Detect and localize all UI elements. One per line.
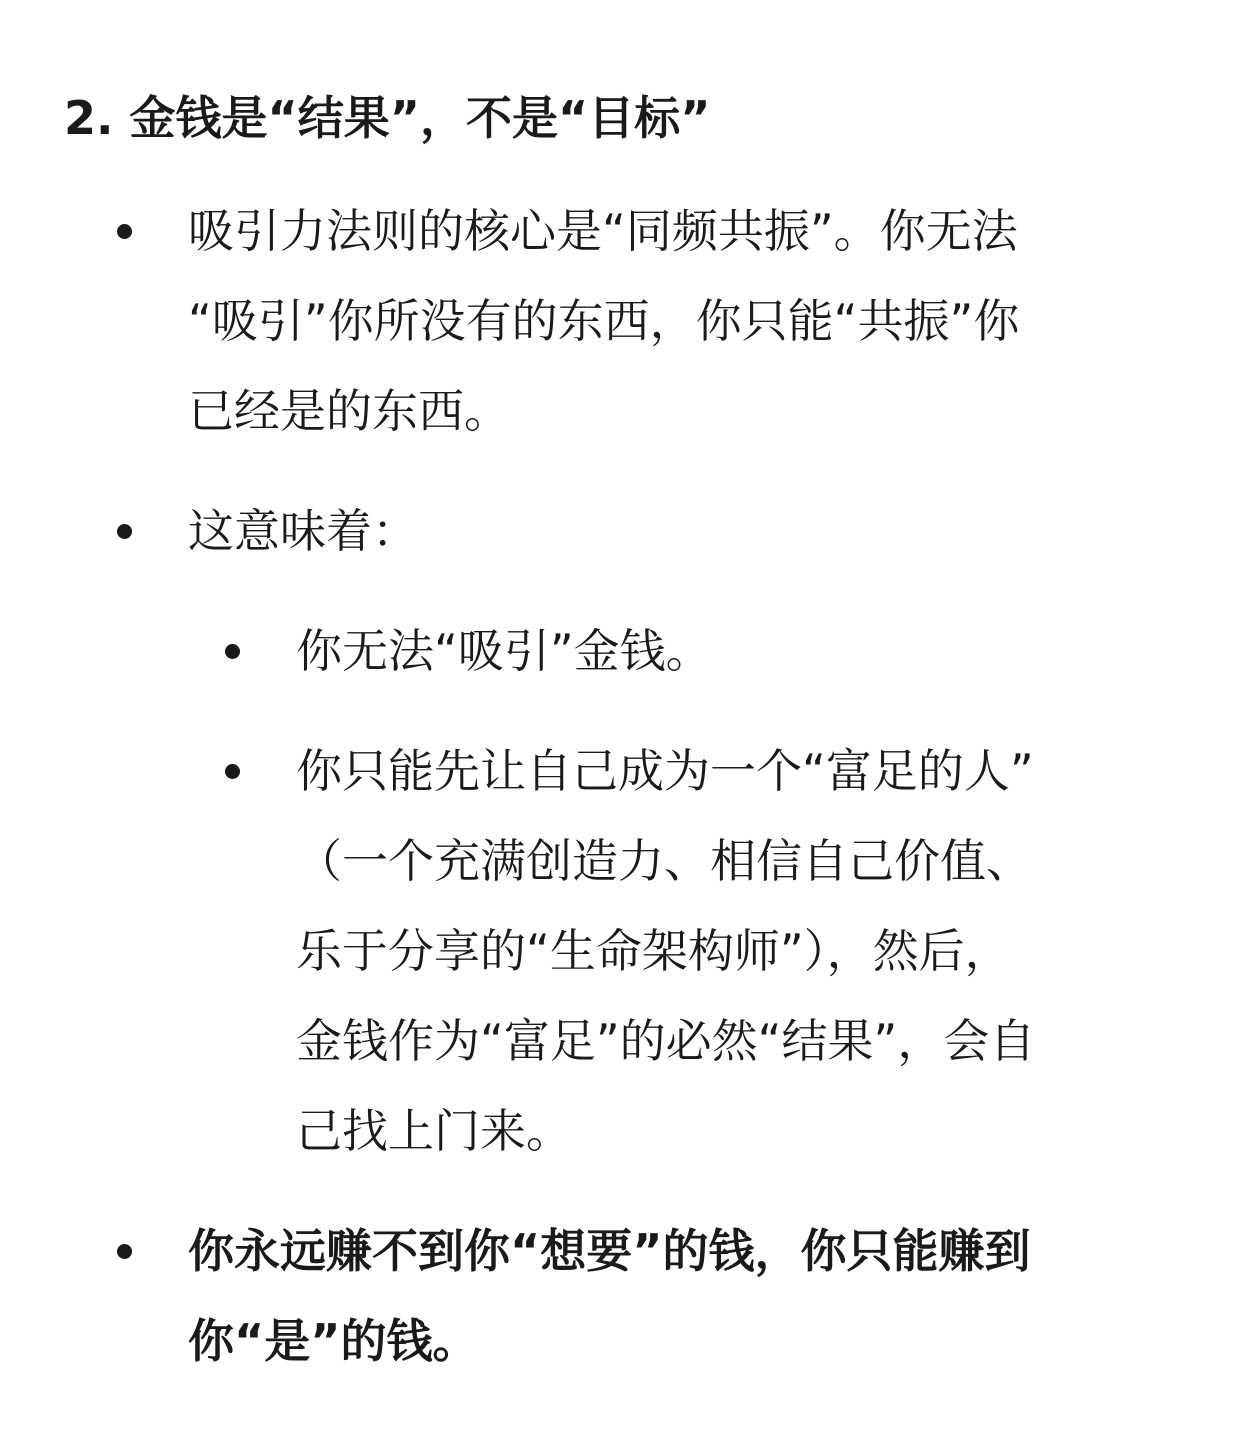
list-item-line: 吸引力法则的核心是“同频共振”。你无法	[188, 204, 1018, 258]
list-item-line: “吸引”你所没有的东西，你只能“共振”你	[188, 294, 1020, 348]
list-item	[188, 486, 1198, 576]
list-item-line: 你只能先让自己成为一个“富足的人”	[296, 744, 1034, 798]
bullet-marker	[117, 224, 132, 239]
sub-bullet-marker	[225, 764, 240, 779]
list-item-line: 这意味着：	[188, 504, 418, 558]
list-item-line: 己找上门来。	[296, 1104, 572, 1158]
bullet-marker	[117, 524, 132, 539]
sub-list-item	[296, 726, 1196, 1176]
list-item	[188, 1206, 1198, 1386]
list-item-line: 金钱作为“富足”的必然“结果”，会自	[296, 1014, 1036, 1068]
list-item-line: 你永远赚不到你“想要”的钱，你只能赚到	[188, 1224, 1031, 1278]
bullet-marker	[117, 1244, 132, 1259]
list-item-line: 已经是的东西。	[188, 384, 510, 438]
section-heading: 2. 金钱是“结果”，不是“目标”	[64, 91, 711, 145]
list-item-line: 乐于分享的“生命架构师”），然后，	[296, 924, 1011, 978]
sub-bullet-marker	[225, 644, 240, 659]
list-item-line: （一个充满创造力、相信自己价值、	[296, 834, 1032, 888]
list-item-line: 你无法“吸引”金钱。	[296, 624, 712, 678]
list-item-line: 你“是”的钱。	[188, 1314, 479, 1368]
sub-list-item	[296, 606, 1196, 696]
list-item	[188, 186, 1198, 456]
